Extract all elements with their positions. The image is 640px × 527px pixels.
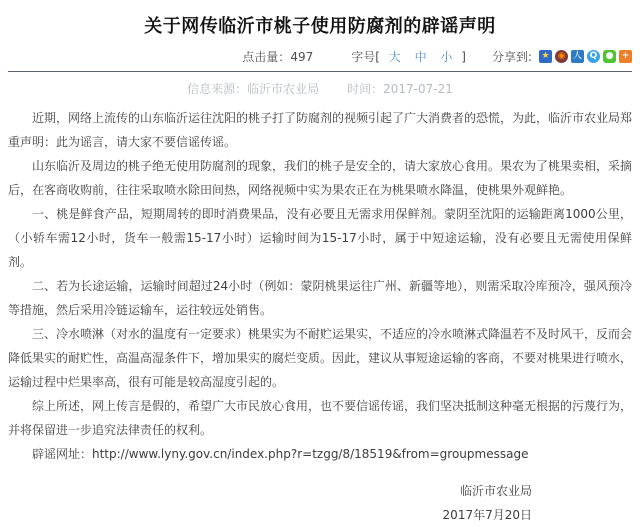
share-bar bbox=[492, 48, 632, 65]
signature-date: 2017年7月20日 bbox=[442, 508, 532, 522]
more-share-icon[interactable]: + bbox=[619, 50, 632, 63]
fontsize-bracket-close: ] bbox=[461, 50, 466, 64]
article-paragraph-point-1: 一、桃是鲜食产品，短期周转的即时消费果品，没有必要且无需求用保鲜剂。蒙阴至沈阳的运输距离1000公里，（小轿车需12小时，货车一般需15-17小时）运输时间为15-17小时，属于中短途运输，没有必要且无需使用保鲜剂。 bbox=[8, 207, 632, 269]
hits-value: 497 bbox=[290, 50, 314, 64]
article-paragraph-point-3: 三、冷水喷淋（对水的温度有一定要求）桃果实为不耐贮运果实，不适应的冷水喷淋式降温若不及时风干，反而会降低果实的耐贮性，高温高湿条件下，增加果实的腐烂变质。因此，建议从事短途运输的客商，不要对桃果进行喷水，运输过程中烂果率高，很有可能是较高湿度引起的。 bbox=[8, 327, 633, 389]
fontsize-small-button[interactable]: 小 bbox=[440, 50, 453, 64]
fontsize-label: 字号[ bbox=[351, 50, 380, 64]
page-title: 关于网传临沂市桃子使用防腐剂的辟谣声明 bbox=[144, 16, 496, 37]
article-body bbox=[8, 106, 632, 466]
signature-block bbox=[8, 479, 632, 527]
article-paragraph-conclusion: 综上所述，网上传言是假的，希望广大市民放心食用，也不要信谣传谣，我们坚决抵制这种毫无根据的污蔑行为，并将保留进一步追究法律责任的权利。 bbox=[8, 399, 633, 437]
fontsize-medium-button[interactable]: 中 bbox=[414, 50, 427, 64]
fontsize-large-button[interactable]: 大 bbox=[388, 50, 401, 64]
source-label: 信息来源： bbox=[187, 82, 248, 96]
meta-row bbox=[8, 48, 632, 65]
time-value: 2017-07-21 bbox=[383, 82, 453, 96]
time-label: 时间： bbox=[347, 82, 384, 96]
article-paragraph-point-2: 二、若为长途运输，运输时间超过24小时（例如：蒙阴桃果运往广州、新疆等地），则需采取冷库预冷，强风预冷等措施，然后采用冷链运输车，运往较远处销售。 bbox=[8, 279, 632, 317]
article-paragraph-statement: 山东临沂及周边的桃子绝无使用防腐剂的现象，我们的桃子是安全的，请大家放心食用。果农为了桃果卖相，采摘后，在客商收购前，往往采取喷水除田间热，网络视频中实为果农正在为桃果喷水降温，使桃果外观鲜艳。 bbox=[8, 159, 633, 197]
fontsize-control bbox=[351, 48, 466, 65]
source-row bbox=[8, 72, 632, 106]
hits-counter bbox=[242, 48, 313, 65]
wechat-share-icon[interactable]: ● bbox=[603, 50, 616, 63]
weibo-share-icon[interactable]: ◉ bbox=[555, 50, 568, 63]
article-paragraph-intro: 近期，网络上流传的山东临沂运往沈阳的桃子打了防腐剂的视频引起了广大消费者的恐慌，为此，临沂市农业局郑重声明：此为谣言，请大家不要信谣传谣。 bbox=[8, 111, 633, 149]
hits-label: 点击量： bbox=[242, 50, 291, 64]
article-paragraph-url: 辟谣网址：http://www.lyny.gov.cn/index.php?r=tzgg/8/18519&from=groupmessage bbox=[32, 447, 529, 461]
qzone-share-icon[interactable]: ★ bbox=[539, 50, 552, 63]
signature-org: 临沂市农业局 bbox=[459, 484, 532, 498]
renren-share-icon[interactable]: 人 bbox=[572, 51, 582, 61]
qq-share-icon[interactable]: Q bbox=[587, 50, 600, 63]
source-value: 临沂市农业局 bbox=[247, 82, 320, 96]
share-label: 分享到: bbox=[491, 50, 532, 64]
